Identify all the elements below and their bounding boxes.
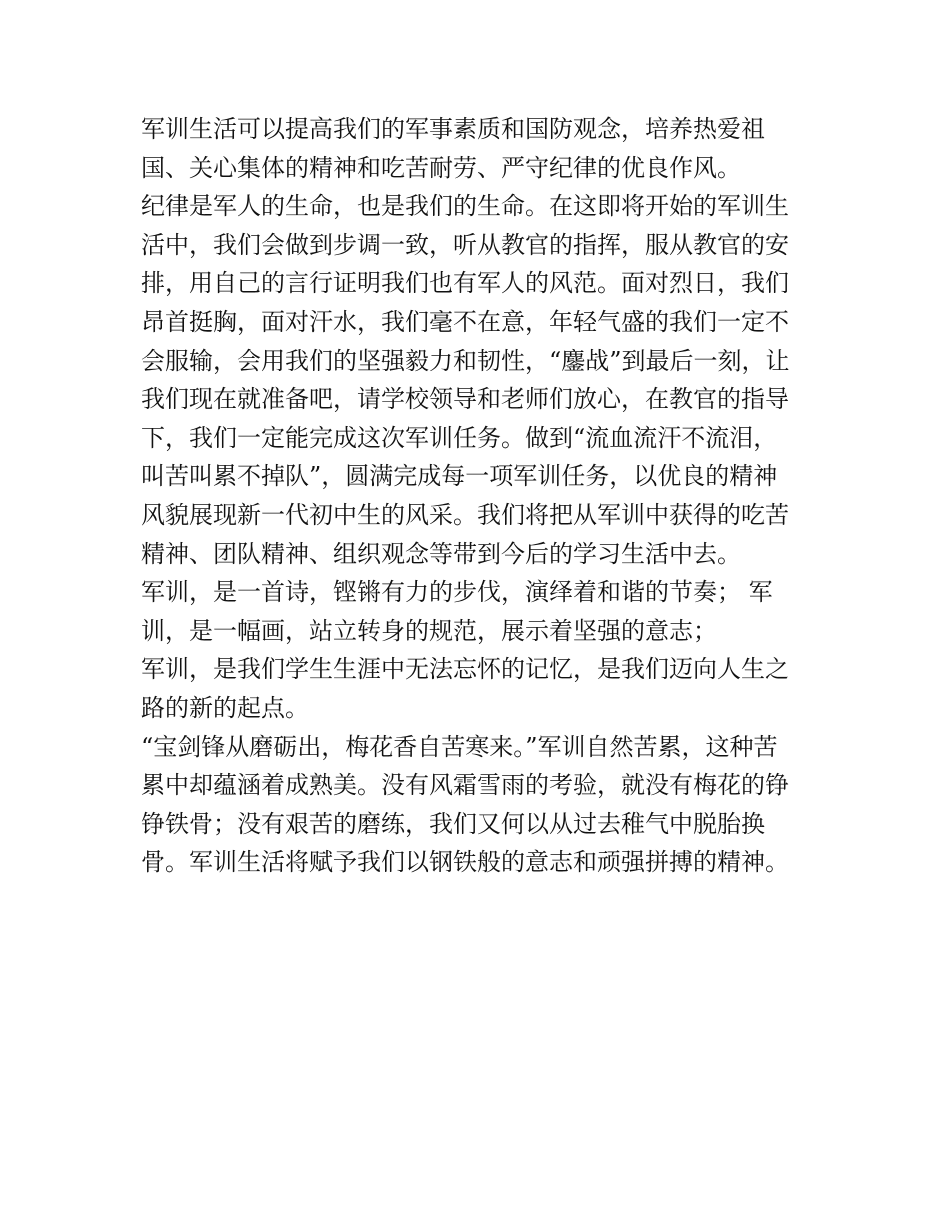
text-line: 累中却蕴涵着成熟美。没有风霜雪雨的考验，就没有梅花的铮	[141, 771, 789, 800]
text-line: 路的新的起点。	[141, 693, 309, 722]
text-line: 骨。军训生活将赋予我们以钢铁般的意志和顽强拼搏的精神。	[141, 848, 789, 877]
text-line: 铮铁骨；没有艰苦的磨练，我们又何以从过去稚气中脱胎换	[141, 809, 765, 838]
text-line: 活中，我们会做到步调一致，听从教官的指挥，服从教官的安	[141, 230, 789, 259]
body-text	[141, 110, 821, 882]
text-line: 下，我们一定能完成这次军训任务。做到“流血流汗不流泪，	[141, 423, 778, 452]
text-line: 训，是一幅画，站立转身的规范，展示着坚强的意志；	[141, 616, 717, 645]
text-line: “宝剑锋从磨砺出，梅花香自苦寒来。”军训自然苦累，这种苦	[141, 732, 778, 761]
text-line: 叫苦叫累不掉队”，圆满完成每一项军训任务，以优良的精神	[141, 462, 778, 491]
text-line: 风貌展现新一代初中生的风采。我们将把从军训中获得的吃苦	[141, 500, 789, 529]
text-line: 会服输，会用我们的坚强毅力和韧性，“鏖战”到最后一刻，让	[141, 346, 790, 375]
text-line: 军训生活可以提高我们的军事素质和国防观念，培养热爱祖	[141, 115, 765, 143]
text-line: 国、关心集体的精神和吃苦耐劳、严守纪律的优良作风。	[141, 153, 741, 182]
text-line: 纪律是军人的生命，也是我们的生命。在这即将开始的军训生	[141, 192, 789, 221]
text-line: 军训，是我们学生生涯中无法忘怀的记忆，是我们迈向人生之	[141, 655, 789, 684]
text-line: 我们现在就准备吧，请学校领导和老师们放心，在教官的指导	[141, 385, 789, 414]
text-line: 昂首挺胸，面对汗水，我们毫不在意，年轻气盛的我们一定不	[141, 307, 789, 336]
text-line: 军训，是一首诗，铿锵有力的步伐，演绎着和谐的节奏； 军	[141, 578, 773, 607]
text-line: 排，用自己的言行证明我们也有军人的风范。面对烈日，我们	[141, 269, 789, 298]
text-line: 精神、团队精神、组织观念等带到今后的学习生活中去。	[141, 539, 741, 568]
